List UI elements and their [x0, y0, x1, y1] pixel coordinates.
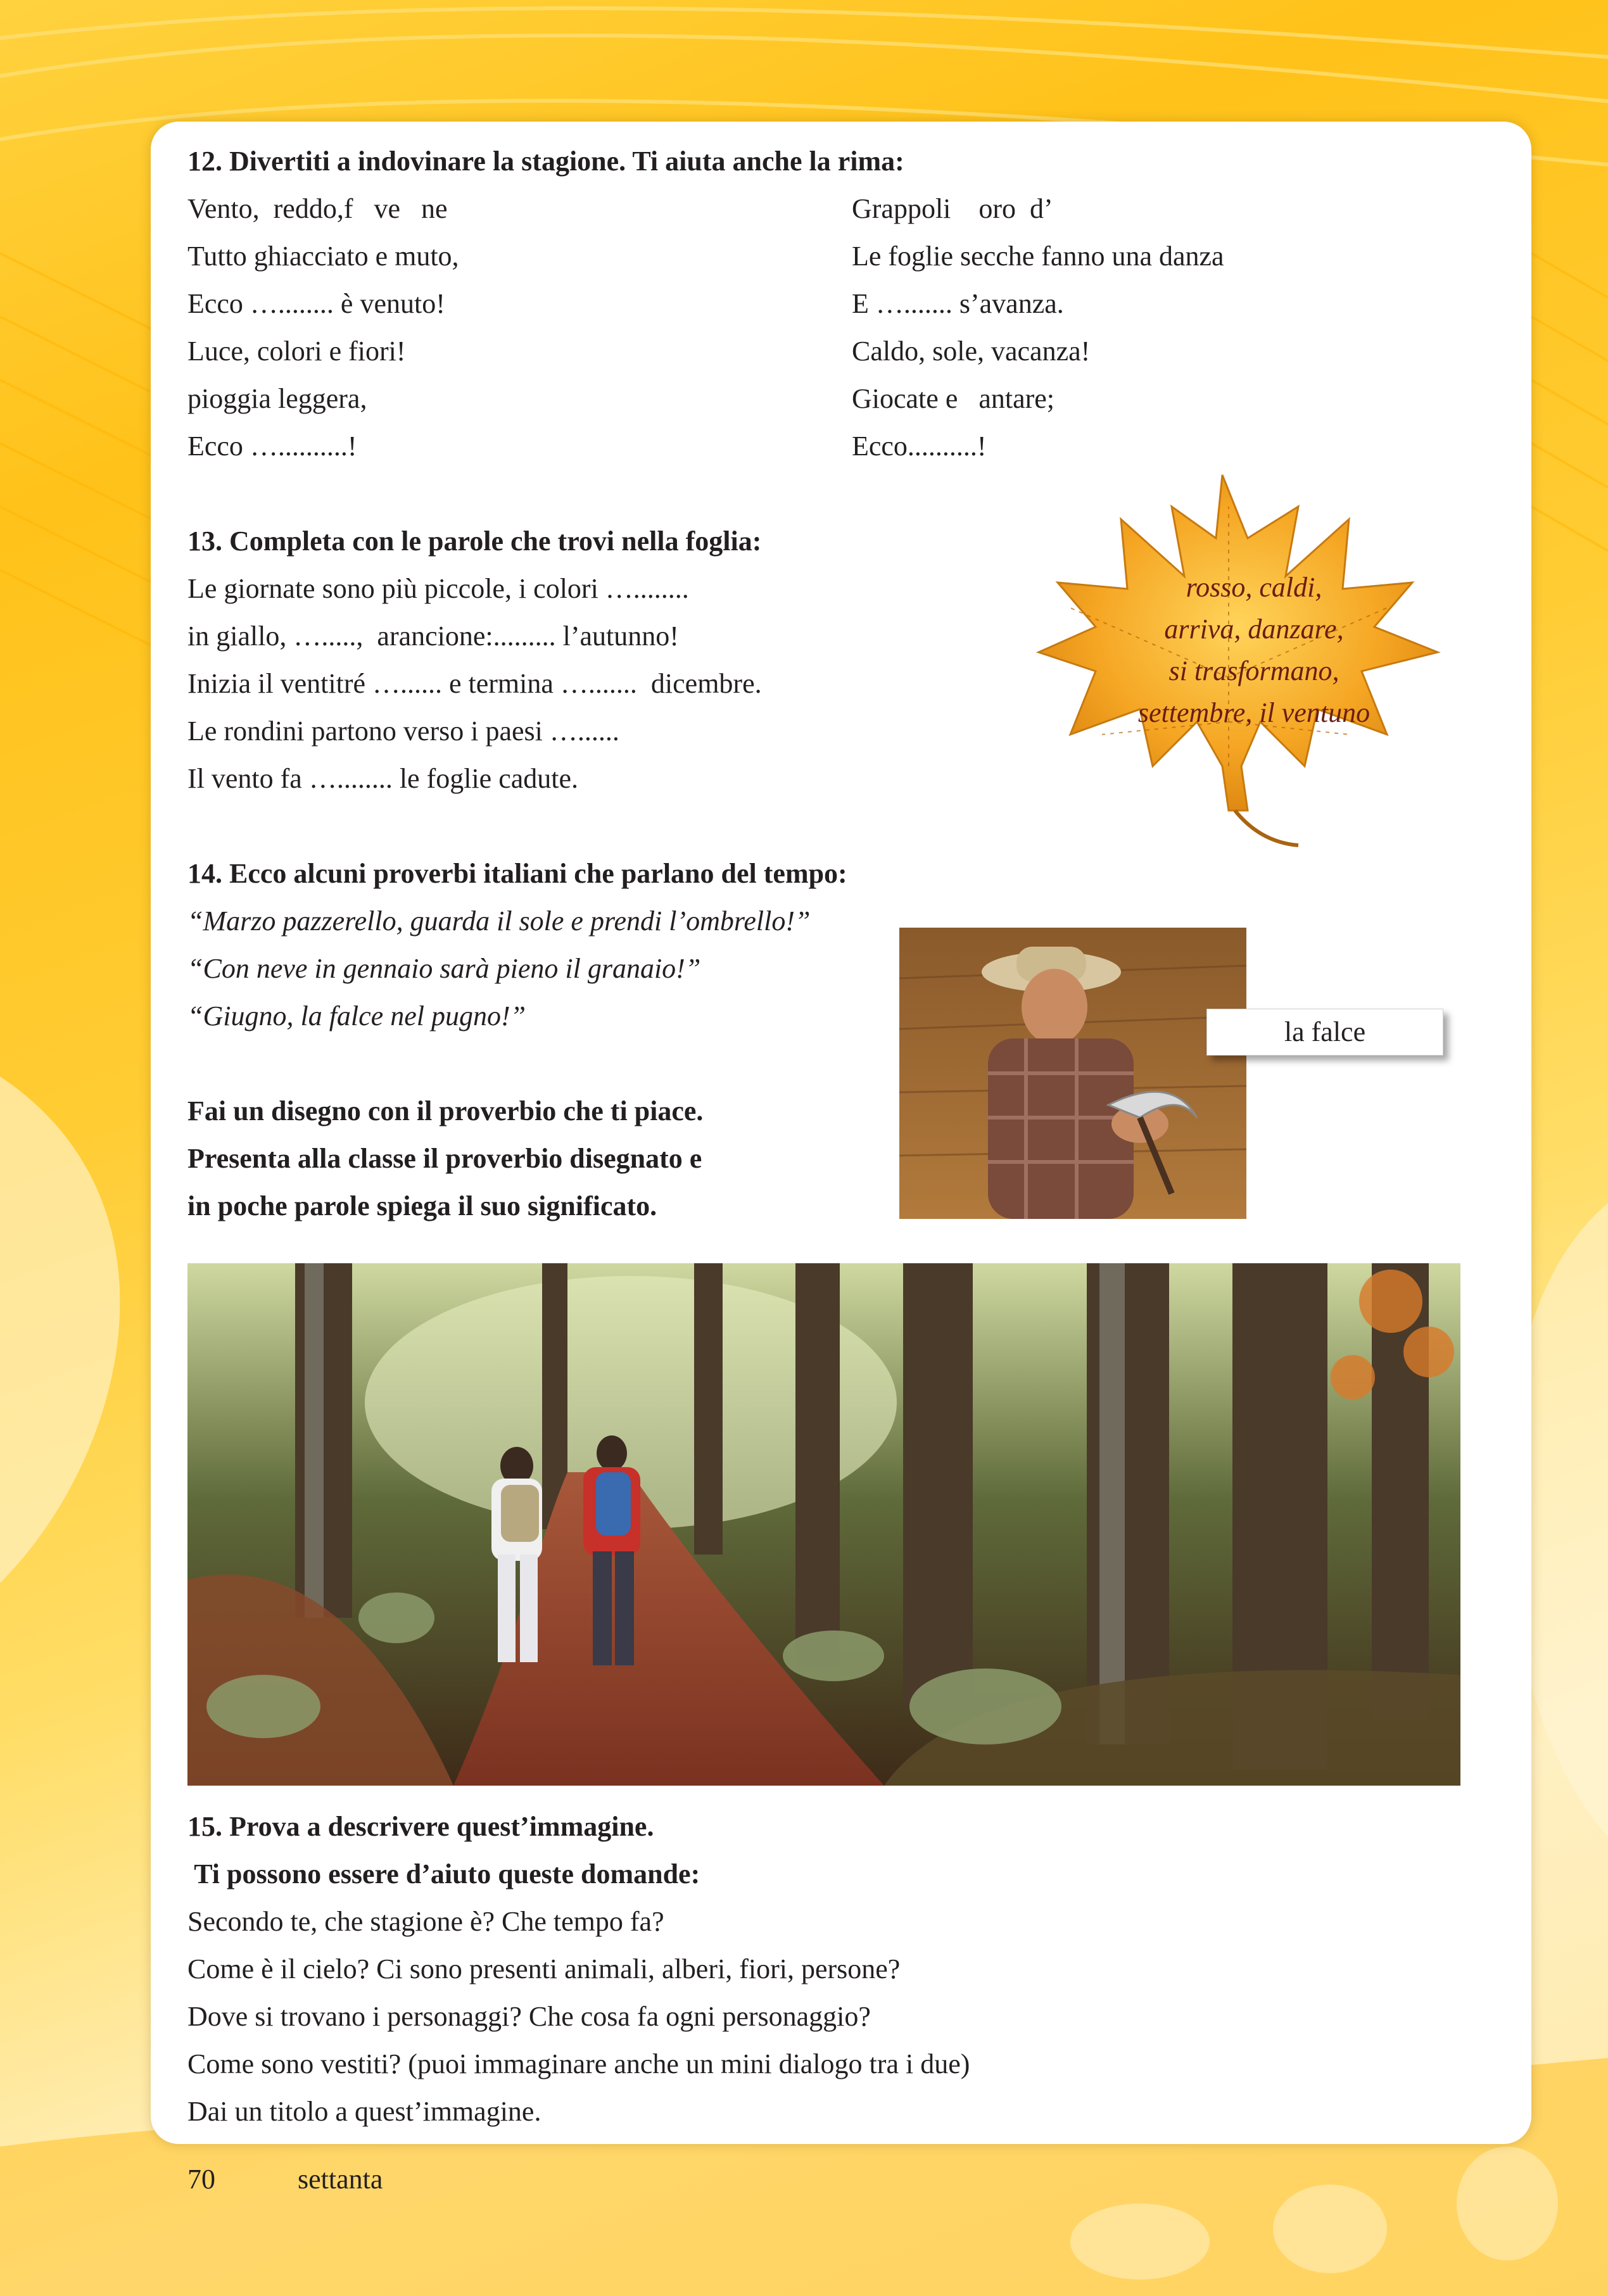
- exercise-14-title: 14. Ecco alcuni proverbi italiani che parlano del tempo:: [187, 858, 847, 889]
- page-number-word: settanta: [298, 2164, 383, 2195]
- riddle-spring-line-2: pioggia leggera,: [187, 383, 367, 414]
- riddle-winter-line-2: Tutto ghiacciato e muto,: [187, 241, 459, 272]
- exercise-12-title: 12. Divertiti a indovinare la stagione. Ti aiuta anche la rima:: [187, 146, 904, 177]
- fill-in-line-4: Le rondini partono verso i paesi …......: [187, 716, 619, 747]
- leaf-word-line-2: arriva, danzare,: [1164, 614, 1344, 645]
- proverb-1: “Marzo pazzerello, guarda il sole e prendi l’ombrello!”: [187, 905, 811, 937]
- forest-hikers-photo: [187, 1263, 1460, 1786]
- question-1: Secondo te, che stagione è? Che tempo fa?: [187, 1906, 664, 1937]
- drawing-task-line-2: Presenta alla classe il proverbio disegnato e: [187, 1143, 702, 1174]
- proverb-2: “Con neve in gennaio sarà pieno il granaio!”: [187, 953, 701, 984]
- exercise-15-title: 15. Prova a descrivere quest’immagine.: [187, 1811, 654, 1842]
- fill-in-line-2: in giallo, …....., arancione:......... l’autunno!: [187, 621, 679, 652]
- leaf-word-line-4: settembre, il ventuno: [1137, 697, 1371, 728]
- exercise-15-subtitle: Ti possono essere d’aiuto queste domande:: [187, 1858, 700, 1889]
- riddle-autumn-line-3: E …....... s’avanza.: [852, 288, 1064, 319]
- riddle-spring-line-3: Ecco …..........!: [187, 431, 357, 462]
- question-2: Come è il cielo? Ci sono presenti animali, alberi, fiori, persone?: [187, 1953, 901, 1984]
- exercise-13-title: 13. Completa con le parole che trovi nella foglia:: [187, 526, 762, 557]
- proverb-3: “Giugno, la falce nel pugno!”: [187, 1000, 526, 1031]
- leaf-word-line-3: si trasformano,: [1168, 655, 1339, 686]
- riddle-winter-line-1: Vento, reddo,f ve ne: [187, 193, 448, 224]
- fill-in-line-3: Inizia il ventitré …...... e termina …....... dicembre.: [187, 668, 762, 699]
- fill-in-line-5: Il vento fa …........ le foglie cadute.: [187, 763, 579, 794]
- leaf-word-line-1: rosso, caldi,: [1186, 572, 1322, 603]
- fill-in-line-1: Le giornate sono più piccole, i colori …........: [187, 573, 689, 604]
- riddle-autumn-line-2: Le foglie secche fanno una danza: [852, 241, 1224, 272]
- scythe-label: la falce: [1206, 1009, 1443, 1056]
- question-3: Dove si trovano i personaggi? Che cosa fa ogni personaggio?: [187, 2001, 871, 2032]
- riddle-spring-line-1: Luce, colori e fiori!: [187, 336, 406, 367]
- question-5: Dai un titolo a quest’immagine.: [187, 2096, 541, 2127]
- drawing-task-line-1: Fai un disegno con il proverbio che ti piace.: [187, 1095, 704, 1126]
- page-number: 70: [187, 2164, 215, 2195]
- riddle-autumn-line-1: Grappoli oro d’: [852, 193, 1053, 224]
- drawing-task-line-3: in poche parole spiega il suo significato.: [187, 1190, 657, 1221]
- riddle-summer-line-2: Giocate e antare;: [852, 383, 1055, 414]
- riddle-summer-line-3: Ecco..........!: [852, 431, 987, 462]
- farmer-scythe-photo: [899, 928, 1246, 1219]
- leaf-word-bank: [1070, 567, 1438, 734]
- riddle-winter-line-3: Ecco …........ è venuto!: [187, 288, 445, 319]
- riddle-summer-line-1: Caldo, sole, vacanza!: [852, 336, 1091, 367]
- question-4: Come sono vestiti? (puoi immaginare anche un mini dialogo tra i due): [187, 2048, 970, 2079]
